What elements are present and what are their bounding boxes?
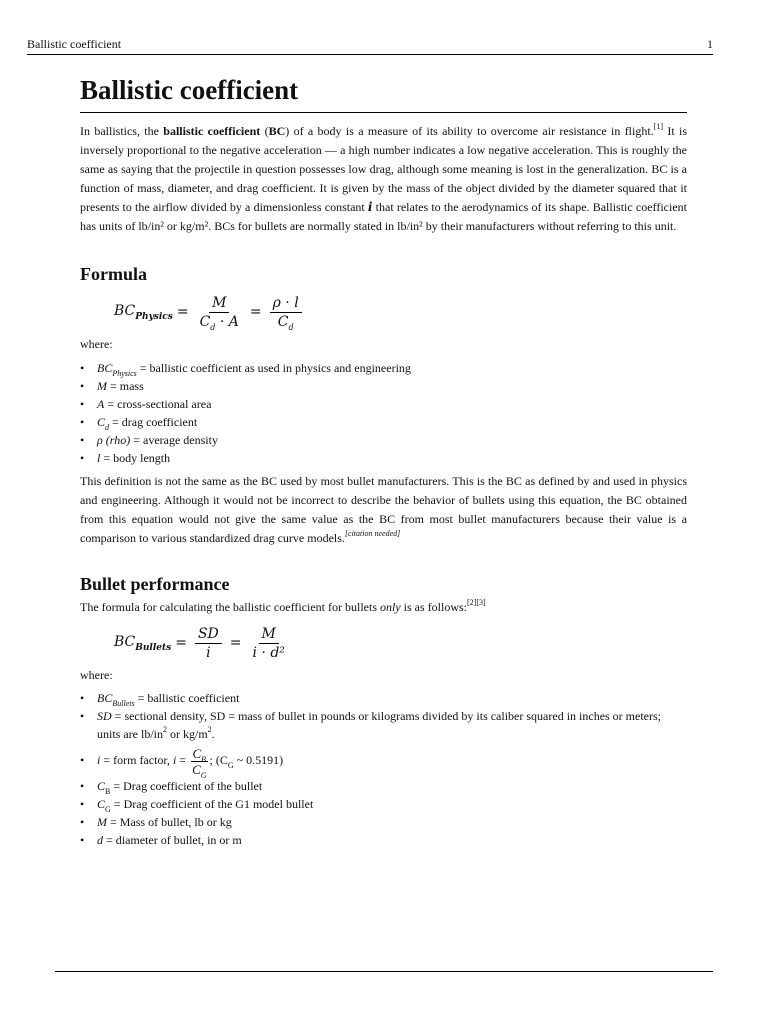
list-item [80,689,687,707]
var-symbol: i [97,753,101,767]
fraction-denominator [197,313,242,331]
list-item [80,431,687,449]
footer-rule [55,971,713,972]
frac-denominator [190,761,208,780]
var-symbol: l [97,451,101,465]
var-symbol-2: i [172,753,177,767]
list-item [80,413,687,431]
list-item [80,395,687,413]
fraction-numerator: SD [195,625,222,644]
formula-heading: Formula [80,264,147,284]
superscript: 2 [163,725,167,734]
list-item [80,377,687,395]
intro-paragraph [80,122,687,236]
superscript-2: 2 [207,725,212,734]
formula-lhs: BC [114,633,136,650]
var-desc: = form factor, [100,753,173,767]
bullet-intro-emphasis: only [380,600,401,614]
var-symbol: d [97,833,103,847]
list-item [80,449,687,467]
var-desc: = Mass of bullet, lb or kg [107,815,232,829]
equals-sign: = [176,304,189,320]
fraction-denominator-2: i · d² [252,644,285,661]
den-sub: d [210,322,216,332]
frac-numerator [191,746,209,762]
bullet-intro-paragraph [80,598,687,617]
den2-symbol: C [277,313,289,330]
den-symbol: C [199,313,211,330]
formula-lhs-sub: Physics [135,311,173,322]
bullet-intro-text-b: is as follows: [400,600,468,614]
formula-lhs-sub: Bullets [135,642,172,653]
running-header [27,36,713,55]
form-factor-fraction [190,745,208,780]
list-item [80,743,687,780]
where-label-2: where: [80,668,113,682]
list-item [80,777,687,795]
frac-den-sub: G [200,770,207,780]
frac-den-sym: C [192,761,201,777]
list-item [80,813,687,831]
var-desc-3: . [211,727,215,741]
var-desc: = cross-sectional area [104,397,212,411]
fraction-mass-over-diameter [250,625,288,662]
intro-text-4: It is inversely proportional to the negative acceleration — a high number indicates a low negative acceleration. This is roughly the same as saying that the projectile in question possesses low drag, although some meaning is lost in the generalization. BC is a function of mass, diameter, and drag coefficient. It is given by the mass of the object divided by the diameter squared that it presents to the airflow divided by a dimensionless constant [80,124,687,214]
var-desc-2: or kg/m [167,727,208,741]
list-item [80,707,687,743]
var-symbol: SD [97,709,112,723]
var-symbol: C [97,779,106,793]
fraction-numerator-2: ρ · l [270,294,302,313]
list-item [80,795,687,813]
var-desc-2: = [176,753,190,767]
var-sub: Physics [112,369,137,378]
intro-text-1: In ballistics, the [80,124,164,138]
frac-num-sym: C [192,745,202,761]
fraction-sd-over-i [195,625,222,662]
fraction-denominator: i [206,644,211,661]
fraction-mass-over-area [197,294,242,331]
fraction-density-length [270,294,302,331]
var-desc: = Drag coefficient of the bullet [110,779,263,793]
bullet-variable-list [80,689,687,849]
bullet-performance-heading: Bullet performance [80,574,230,594]
list-item [80,359,687,377]
formula-variable-list [80,359,687,467]
where-label: where: [80,337,113,351]
article-body [80,70,687,849]
var-sub: B [105,787,111,796]
var-desc-3: ; (C [209,753,228,767]
var-symbol: M [97,815,107,829]
den2-sub: d [288,322,294,332]
equals-sign-2: = [249,304,262,320]
intro-text-2: ( [260,124,269,138]
formula-bullets [114,623,687,663]
var-sub: Bullets [112,699,135,708]
equals-sign-2: = [229,635,242,651]
intro-symbol-i: i [367,200,373,214]
frac-num-sub: B [201,754,207,764]
article-title: Ballistic coefficient [80,70,687,113]
bullet-intro-text-a: The formula for calculating the ballistic coefficient for bullets [80,600,380,614]
var-desc: = drag coefficient [109,415,198,429]
var-symbol: ρ (rho) [97,433,131,447]
var-symbol: A [97,397,105,411]
intro-text-5: that relates to the aerodynamics of its shape. Ballistic coefficient has units of lb/in² or kg/m². BCs for bullets are normally stated in lb/in² by their manufacturers without referring to this unit. [80,200,687,233]
page-number: 1 [707,37,713,51]
fraction-numerator-2: M [259,625,279,644]
definition-text: This definition is not the same as the BC used by most bullet manufacturers. This is the BC as defined by and used in physics and engineering. Although it would not be incorrect to describe the behavior of bullets using this equation, the BC obtained from this equation would not give the same value as the BC from most bullet manufacturers because their value is a comparison to various standardized drag curve models. [80,474,687,545]
formula-lhs: BC [114,302,136,319]
var-symbol: C [97,415,106,429]
var-desc: = ballistic coefficient as used in physics and engineering [136,361,411,375]
var-symbol: M [97,379,107,393]
den-rest: · A [215,313,239,330]
reference-link-1[interactable]: [1] [653,122,664,131]
formula-physics [114,292,687,332]
var-symbol: BC [97,361,113,375]
var-symbol: C [97,797,106,811]
var-desc: = ballistic coefficient [134,691,240,705]
reference-links-2-3[interactable]: [2][3] [467,598,486,607]
fraction-denominator-2 [275,313,297,331]
var-desc: = diameter of bullet, in or m [103,833,242,847]
definition-paragraph [80,472,687,548]
var-desc: = Drag coefficient of the G1 model bullet [110,797,314,811]
var-desc: = body length [100,451,171,465]
fraction-numerator: M [209,294,229,313]
var-sub: G [227,761,234,770]
running-header-title: Ballistic coefficient [27,37,122,51]
var-desc: = average density [130,433,218,447]
intro-bold-abbrev: BC [268,124,286,138]
var-desc-4: ~ 0.5191) [233,753,284,767]
citation-needed-link[interactable]: [citation needed] [344,529,401,538]
var-desc: = mass [107,379,144,393]
intro-bold-term: ballistic coefficient [163,124,261,138]
var-sub: G [105,805,111,814]
list-item [80,831,687,849]
intro-text-3: ) of a body is a measure of its ability to overcome air resistance in flight. [285,124,654,138]
var-desc: = sectional density, SD = mass of bullet in pounds or kilograms divided by its caliber squared in inches or meters; units are lb/in [97,709,661,741]
equals-sign: = [175,635,187,651]
var-symbol: BC [97,691,113,705]
var-sub: d [105,423,110,432]
